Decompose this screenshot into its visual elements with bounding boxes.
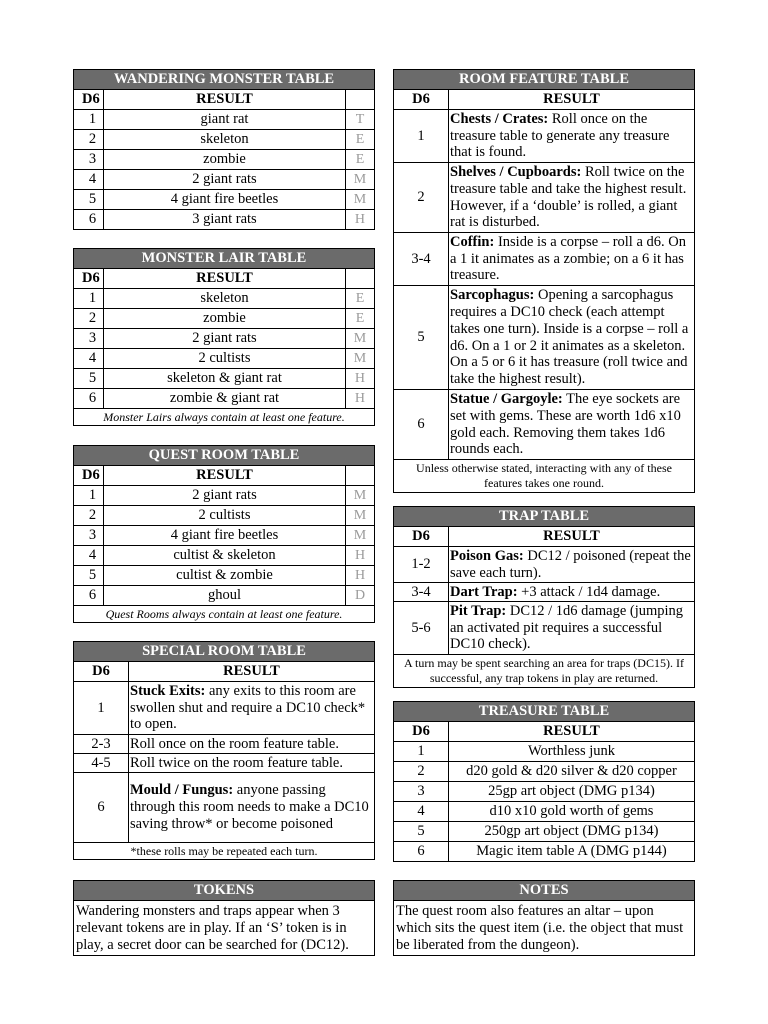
special-room-table bbox=[73, 641, 375, 860]
table-title: MONSTER LAIR TABLE bbox=[74, 249, 375, 269]
column-header-d6: D6 bbox=[74, 90, 104, 110]
table-row bbox=[74, 110, 375, 130]
roll-cell: 6 bbox=[394, 842, 449, 862]
result-cell: d10 x10 gold worth of gems bbox=[449, 802, 695, 822]
entry-name: Stuck Exits: bbox=[130, 682, 206, 699]
roll-cell: 6 bbox=[74, 586, 104, 606]
roll-cell: 1 bbox=[74, 289, 104, 309]
column-header-result: RESULT bbox=[104, 466, 346, 486]
difficulty-cell: M bbox=[346, 526, 375, 546]
column-header-result: RESULT bbox=[104, 90, 346, 110]
roll-cell: 4-5 bbox=[74, 754, 129, 773]
room-feature-table bbox=[393, 69, 695, 493]
result-cell: giant rat bbox=[104, 110, 346, 130]
entry-name: Pit Trap: bbox=[450, 602, 507, 619]
table-row bbox=[394, 842, 695, 862]
roll-cell: 4 bbox=[394, 802, 449, 822]
roll-cell: 1 bbox=[74, 486, 104, 506]
table-row bbox=[394, 233, 695, 286]
roll-cell: 2 bbox=[74, 130, 104, 150]
roll-cell: 5 bbox=[74, 566, 104, 586]
difficulty-cell: M bbox=[345, 170, 374, 190]
entry-name: Poison Gas: bbox=[450, 547, 524, 564]
result-cell: d20 gold & d20 silver & d20 copper bbox=[449, 762, 695, 782]
notes-box bbox=[393, 880, 695, 956]
table-row bbox=[74, 349, 375, 369]
roll-cell: 2 bbox=[74, 506, 104, 526]
description-cell bbox=[449, 286, 695, 390]
table-row bbox=[74, 586, 375, 606]
result-cell: 2 cultists bbox=[104, 506, 346, 526]
column-header-result: RESULT bbox=[449, 722, 695, 742]
column-header-d6: D6 bbox=[74, 662, 129, 682]
table-title: TRAP TABLE bbox=[394, 507, 695, 527]
notes-text: The quest room also features an altar – upon which sits the quest item (i.e. the object that must be liberated from the dungeon). bbox=[394, 901, 695, 956]
table-title: ROOM FEATURE TABLE bbox=[394, 70, 695, 90]
roll-cell: 5 bbox=[74, 369, 104, 389]
roll-cell: 2 bbox=[394, 163, 449, 233]
table-row bbox=[394, 547, 695, 583]
roll-cell: 1 bbox=[394, 742, 449, 762]
roll-cell: 2-3 bbox=[74, 735, 129, 754]
roll-cell: 1 bbox=[74, 682, 129, 735]
result-cell: cultist & skeleton bbox=[104, 546, 346, 566]
treasure-table bbox=[393, 701, 695, 862]
table-title: QUEST ROOM TABLE bbox=[74, 446, 375, 466]
table-row bbox=[394, 762, 695, 782]
description-cell bbox=[129, 735, 375, 754]
table-title: WANDERING MONSTER TABLE bbox=[74, 70, 375, 90]
difficulty-cell: H bbox=[345, 389, 374, 409]
difficulty-cell: E bbox=[345, 130, 374, 150]
table-row bbox=[74, 754, 375, 773]
table-row bbox=[394, 742, 695, 762]
column-header-d6: D6 bbox=[394, 90, 449, 110]
table-row bbox=[394, 110, 695, 163]
roll-cell: 3 bbox=[74, 526, 104, 546]
column-header-result: RESULT bbox=[104, 269, 346, 289]
table-row bbox=[394, 163, 695, 233]
entry-text: DC12 / 1d6 damage (jumping an activated pit requires a successful DC10 check). bbox=[450, 602, 684, 653]
entry-name: Mould / Fungus: bbox=[130, 782, 234, 799]
table-row bbox=[74, 526, 375, 546]
result-cell: zombie bbox=[104, 150, 346, 170]
table-row bbox=[74, 735, 375, 754]
table-title: SPECIAL ROOM TABLE bbox=[74, 642, 375, 662]
description-cell bbox=[449, 547, 695, 583]
difficulty-cell: H bbox=[346, 566, 375, 586]
entry-text: Roll once on the room feature table. bbox=[130, 735, 339, 752]
column-header-result: RESULT bbox=[449, 90, 695, 110]
table-row bbox=[74, 210, 375, 230]
result-cell: Magic item table A (DMG p144) bbox=[449, 842, 695, 862]
table-row bbox=[74, 506, 375, 526]
column-header-result: RESULT bbox=[129, 662, 375, 682]
table-row bbox=[74, 389, 375, 409]
table-row bbox=[74, 190, 375, 210]
table-footnote: Quest Rooms always contain at least one feature. bbox=[74, 606, 375, 623]
entry-name: Shelves / Cupboards: bbox=[450, 163, 582, 180]
table-row bbox=[74, 546, 375, 566]
column-header-difficulty bbox=[345, 90, 374, 110]
table-row bbox=[74, 773, 375, 843]
roll-cell: 1 bbox=[74, 110, 104, 130]
table-row bbox=[74, 130, 375, 150]
roll-cell: 5 bbox=[74, 190, 104, 210]
result-cell: 2 cultists bbox=[104, 349, 346, 369]
table-title: TREASURE TABLE bbox=[394, 702, 695, 722]
column-header-result: RESULT bbox=[449, 527, 695, 547]
result-cell: zombie & giant rat bbox=[104, 389, 346, 409]
table-row bbox=[74, 170, 375, 190]
result-cell: Worthless junk bbox=[449, 742, 695, 762]
roll-cell: 5-6 bbox=[394, 602, 449, 655]
trap-table bbox=[393, 506, 695, 688]
roll-cell: 5 bbox=[394, 286, 449, 390]
entry-text: The eye sockets are set with gems. These are worth 1d6 x10 gold each. Removing them takes 1d6 rounds each. bbox=[450, 390, 681, 458]
difficulty-cell: M bbox=[346, 486, 375, 506]
table-footnote: A turn may be spent searching an area for traps (DC15). If successful, any trap tokens in play are returned. bbox=[394, 655, 695, 688]
result-cell: zombie bbox=[104, 309, 346, 329]
roll-cell: 2 bbox=[74, 309, 104, 329]
tokens-box bbox=[73, 880, 375, 956]
table-row bbox=[74, 150, 375, 170]
roll-cell: 6 bbox=[74, 210, 104, 230]
description-cell bbox=[449, 233, 695, 286]
result-cell: skeleton bbox=[104, 289, 346, 309]
result-cell: 250gp art object (DMG p134) bbox=[449, 822, 695, 842]
column-header-difficulty bbox=[346, 466, 375, 486]
roll-cell: 4 bbox=[74, 349, 104, 369]
roll-cell: 3 bbox=[74, 329, 104, 349]
result-cell: 2 giant rats bbox=[104, 486, 346, 506]
monster-lair-table bbox=[73, 248, 375, 426]
description-cell bbox=[449, 602, 695, 655]
table-row bbox=[74, 566, 375, 586]
roll-cell: 6 bbox=[394, 390, 449, 460]
tokens-text: Wandering monsters and traps appear when 3 relevant tokens are in play. If an ‘S’ token is in play, a secret door can be searched for (DC12). bbox=[74, 901, 375, 956]
difficulty-cell: H bbox=[345, 210, 374, 230]
roll-cell: 1-2 bbox=[394, 547, 449, 583]
entry-text: any exits to this room are swollen shut and require a DC10 check* to open. bbox=[130, 682, 366, 733]
entry-name: Dart Trap: bbox=[450, 583, 518, 600]
roll-cell: 3-4 bbox=[394, 583, 449, 602]
roll-cell: 3 bbox=[74, 150, 104, 170]
table-row bbox=[394, 782, 695, 802]
difficulty-cell: H bbox=[346, 546, 375, 566]
result-cell: 2 giant rats bbox=[104, 170, 346, 190]
table-footnote: Unless otherwise stated, interacting with any of these features takes one round. bbox=[394, 460, 695, 493]
difficulty-cell: M bbox=[345, 329, 374, 349]
table-row bbox=[394, 802, 695, 822]
table-row bbox=[394, 822, 695, 842]
description-cell bbox=[449, 110, 695, 163]
table-row bbox=[74, 369, 375, 389]
entry-text: +3 attack / 1d4 damage. bbox=[517, 583, 661, 600]
table-row bbox=[74, 486, 375, 506]
roll-cell: 3 bbox=[394, 782, 449, 802]
entry-name: Coffin: bbox=[450, 233, 495, 250]
description-cell bbox=[129, 773, 375, 843]
result-cell: 4 giant fire beetles bbox=[104, 190, 346, 210]
roll-cell: 4 bbox=[74, 170, 104, 190]
result-cell: ghoul bbox=[104, 586, 346, 606]
difficulty-cell: E bbox=[345, 289, 374, 309]
table-row bbox=[394, 286, 695, 390]
box-title: NOTES bbox=[394, 881, 695, 901]
entry-name: Statue / Gargoyle: bbox=[450, 390, 563, 407]
roll-cell: 4 bbox=[74, 546, 104, 566]
difficulty-cell: E bbox=[345, 309, 374, 329]
roll-cell: 6 bbox=[74, 773, 129, 843]
result-cell: skeleton bbox=[104, 130, 346, 150]
entry-text: Roll twice on the treasure table and take the highest result. However, if a ‘double’ is rolled, a giant rat is disturbed. bbox=[450, 163, 687, 231]
difficulty-cell: D bbox=[346, 586, 375, 606]
column-header-d6: D6 bbox=[74, 466, 104, 486]
description-cell bbox=[449, 390, 695, 460]
entry-text: Roll once on the treasure table to generate any treasure that is found. bbox=[450, 110, 670, 161]
difficulty-cell: M bbox=[345, 349, 374, 369]
roll-cell: 6 bbox=[74, 389, 104, 409]
entry-text: Roll twice on the room feature table. bbox=[130, 754, 343, 771]
roll-cell: 1 bbox=[394, 110, 449, 163]
column-header-d6: D6 bbox=[74, 269, 104, 289]
entry-text: Inside is a corpse – roll a d6. On a 1 it animates as a zombie; on a 6 it has treasure. bbox=[450, 233, 686, 284]
table-row bbox=[74, 309, 375, 329]
entry-name: Chests / Crates: bbox=[450, 110, 549, 127]
column-header-d6: D6 bbox=[394, 722, 449, 742]
column-header-difficulty bbox=[345, 269, 374, 289]
entry-text: Opening a sarcophagus requires a DC10 check (each attempt takes one turn). Inside is a corpse – roll a d6. On a 1 or 2 it animates as a skeleton. On a 5 or 6 it has treasure (roll twice and take the highest result). bbox=[450, 287, 689, 388]
difficulty-cell: T bbox=[345, 110, 374, 130]
description-cell bbox=[129, 754, 375, 773]
result-cell: 3 giant rats bbox=[104, 210, 346, 230]
table-footnote: *these rolls may be repeated each turn. bbox=[74, 843, 375, 860]
description-cell bbox=[449, 583, 695, 602]
difficulty-cell: M bbox=[346, 506, 375, 526]
entry-text: DC12 / poisoned (repeat the save each turn). bbox=[450, 547, 691, 581]
result-cell: 25gp art object (DMG p134) bbox=[449, 782, 695, 802]
result-cell: 4 giant fire beetles bbox=[104, 526, 346, 546]
quest-room-table bbox=[73, 445, 375, 623]
difficulty-cell: E bbox=[345, 150, 374, 170]
wandering-monster-table bbox=[73, 69, 375, 230]
difficulty-cell: H bbox=[345, 369, 374, 389]
table-row bbox=[74, 329, 375, 349]
table-row bbox=[394, 390, 695, 460]
column-header-d6: D6 bbox=[394, 527, 449, 547]
table-footnote: Monster Lairs always contain at least one feature. bbox=[74, 409, 375, 426]
table-row bbox=[74, 289, 375, 309]
table-row bbox=[394, 602, 695, 655]
difficulty-cell: M bbox=[345, 190, 374, 210]
roll-cell: 2 bbox=[394, 762, 449, 782]
description-cell bbox=[129, 682, 375, 735]
roll-cell: 5 bbox=[394, 822, 449, 842]
entry-text: anyone passing through this room needs to make a DC10 saving throw* or become poisoned bbox=[130, 782, 369, 832]
table-row bbox=[74, 682, 375, 735]
box-title: TOKENS bbox=[74, 881, 375, 901]
result-cell: skeleton & giant rat bbox=[104, 369, 346, 389]
roll-cell: 3-4 bbox=[394, 233, 449, 286]
result-cell: cultist & zombie bbox=[104, 566, 346, 586]
description-cell bbox=[449, 163, 695, 233]
result-cell: 2 giant rats bbox=[104, 329, 346, 349]
entry-name: Sarcophagus: bbox=[450, 287, 535, 304]
table-row bbox=[394, 583, 695, 602]
